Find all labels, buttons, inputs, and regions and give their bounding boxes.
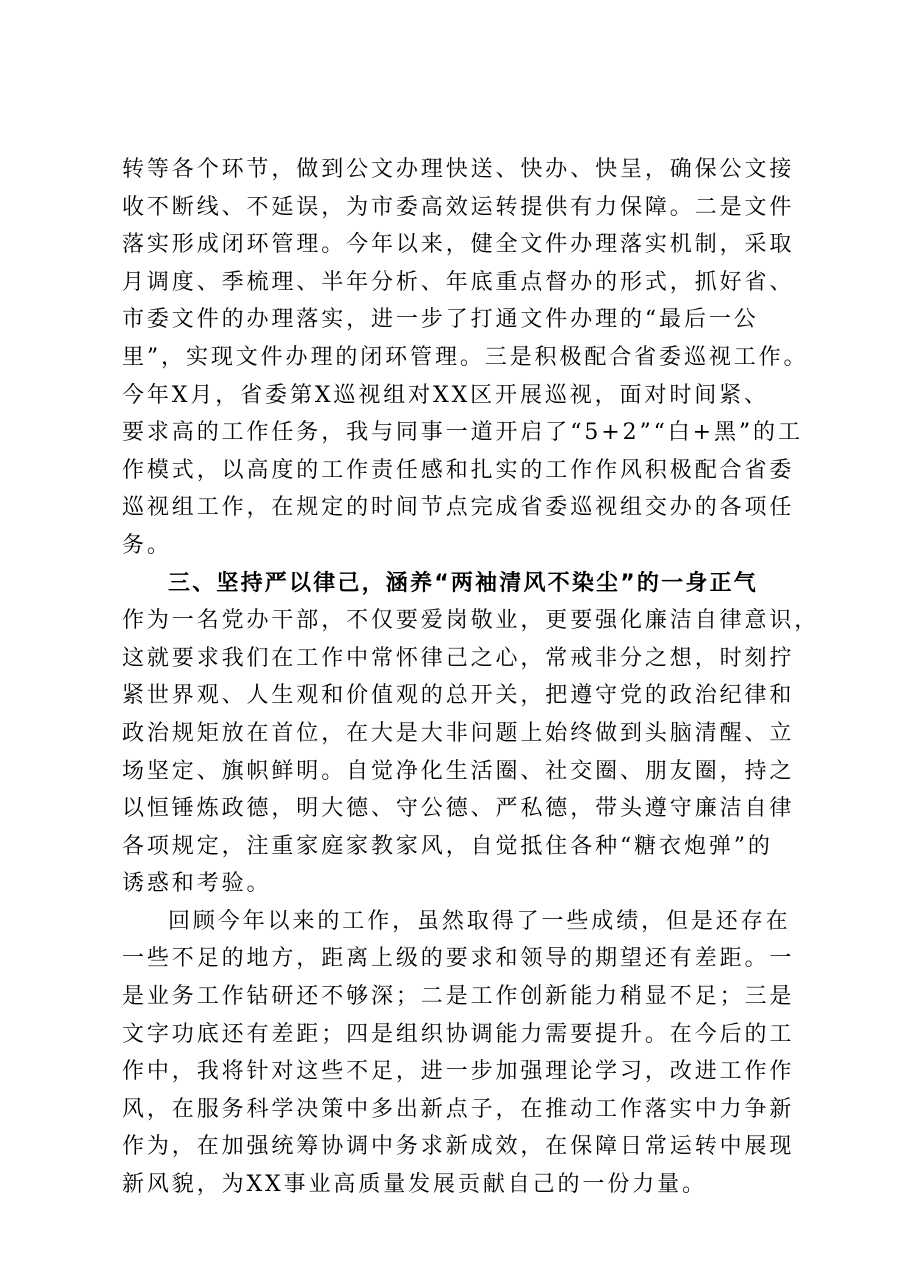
text-line: 场坚定、旗帜鲜明。自觉净化生活圈、社交圈、朋友圈，持之 bbox=[122, 758, 795, 784]
text-line: 里”，实现文件办理的闭环管理。三是积极配合省委巡视工作。 bbox=[122, 344, 809, 370]
text-line: 转等各个环节，做到公文办理快送、快办、快呈，确保公文接 bbox=[122, 157, 795, 182]
text-line: 务。 bbox=[122, 532, 172, 558]
text-line: 收不断线、不延误，为市委高效运转提供有力保障。二是文件 bbox=[122, 194, 795, 220]
text-line: 这就要求我们在工作中常怀律己之心，常戒非分之想，时刻拧 bbox=[122, 645, 795, 671]
text-line: 落实形成闭环管理。今年以来，健全文件办理落实机制，采取 bbox=[122, 232, 795, 258]
text-line: 文字功底还有差距；四是组织协调能力需要提升。在今后的工 bbox=[122, 1021, 795, 1047]
paragraph-review-shortcomings bbox=[122, 903, 802, 1204]
text-line: 紧世界观、人生观和价值观的总开关，把遵守党的政治纪律和 bbox=[122, 683, 795, 709]
text-line: 是业务工作钻研还不够深；二是工作创新能力稍显不足；三是 bbox=[122, 984, 795, 1010]
text-line: 今年X月，省委第X巡视组对XX区开展巡视，面对时间紧、 bbox=[122, 382, 769, 408]
text-line: 一些不足的地方，距离上级的要求和领导的期望还有差距。一 bbox=[122, 946, 795, 972]
text-line: 风，在服务科学决策中多出新点子，在推动工作落实中力争新 bbox=[122, 1096, 795, 1122]
paragraph-self-discipline bbox=[122, 602, 820, 903]
text-line: 回顾今年以来的工作，虽然取得了一些成绩，但是还存在 bbox=[168, 908, 791, 934]
section-heading: 三、坚持严以律己，涵养“两袖清风不染尘”的一身正气 bbox=[168, 570, 758, 596]
paragraph-work-efficiency bbox=[122, 151, 809, 565]
document-body bbox=[122, 151, 820, 1204]
text-line: 新风貌，为XX事业高质量发展贡献自己的一份力量。 bbox=[122, 1172, 707, 1198]
text-line: 各项规定，注重家庭家教家风，自觉抵住各种“糖衣炮弹”的 bbox=[122, 833, 773, 859]
text-line: 市委文件的办理落实，进一步了打通文件办理的“最后一公 bbox=[122, 307, 759, 333]
text-line: 月调度、季梳理、半年分析、年底重点督办的形式，抓好省、 bbox=[122, 269, 795, 295]
text-line: 作模式，以高度的工作责任感和扎实的工作作风积极配合省委 bbox=[122, 457, 795, 483]
text-line: 作为一名党办干部，不仅要爱岗敬业，更要强化廉洁自律意识， bbox=[122, 608, 820, 634]
text-line: 政治规矩放在首位，在大是大非问题上始终做到头脑清醒、立 bbox=[122, 720, 795, 746]
text-line: 以恒锤炼政德，明大德、守公德、严私德，带头遵守廉洁自律 bbox=[122, 796, 795, 822]
text-line: 巡视组工作，在规定的时间节点完成省委巡视组交办的各项任 bbox=[122, 495, 795, 521]
text-line: 诱惑和考验。 bbox=[122, 871, 272, 897]
text-line: 作为，在加强统筹协调中务求新成效，在保障日常运转中展现 bbox=[122, 1134, 795, 1160]
text-line: 作中，我将针对这些不足，进一步加强理论学习，改进工作作 bbox=[122, 1059, 795, 1085]
text-line: 要求高的工作任务，我与同事一道开启了“5+2”“白+黑”的工 bbox=[122, 420, 803, 446]
